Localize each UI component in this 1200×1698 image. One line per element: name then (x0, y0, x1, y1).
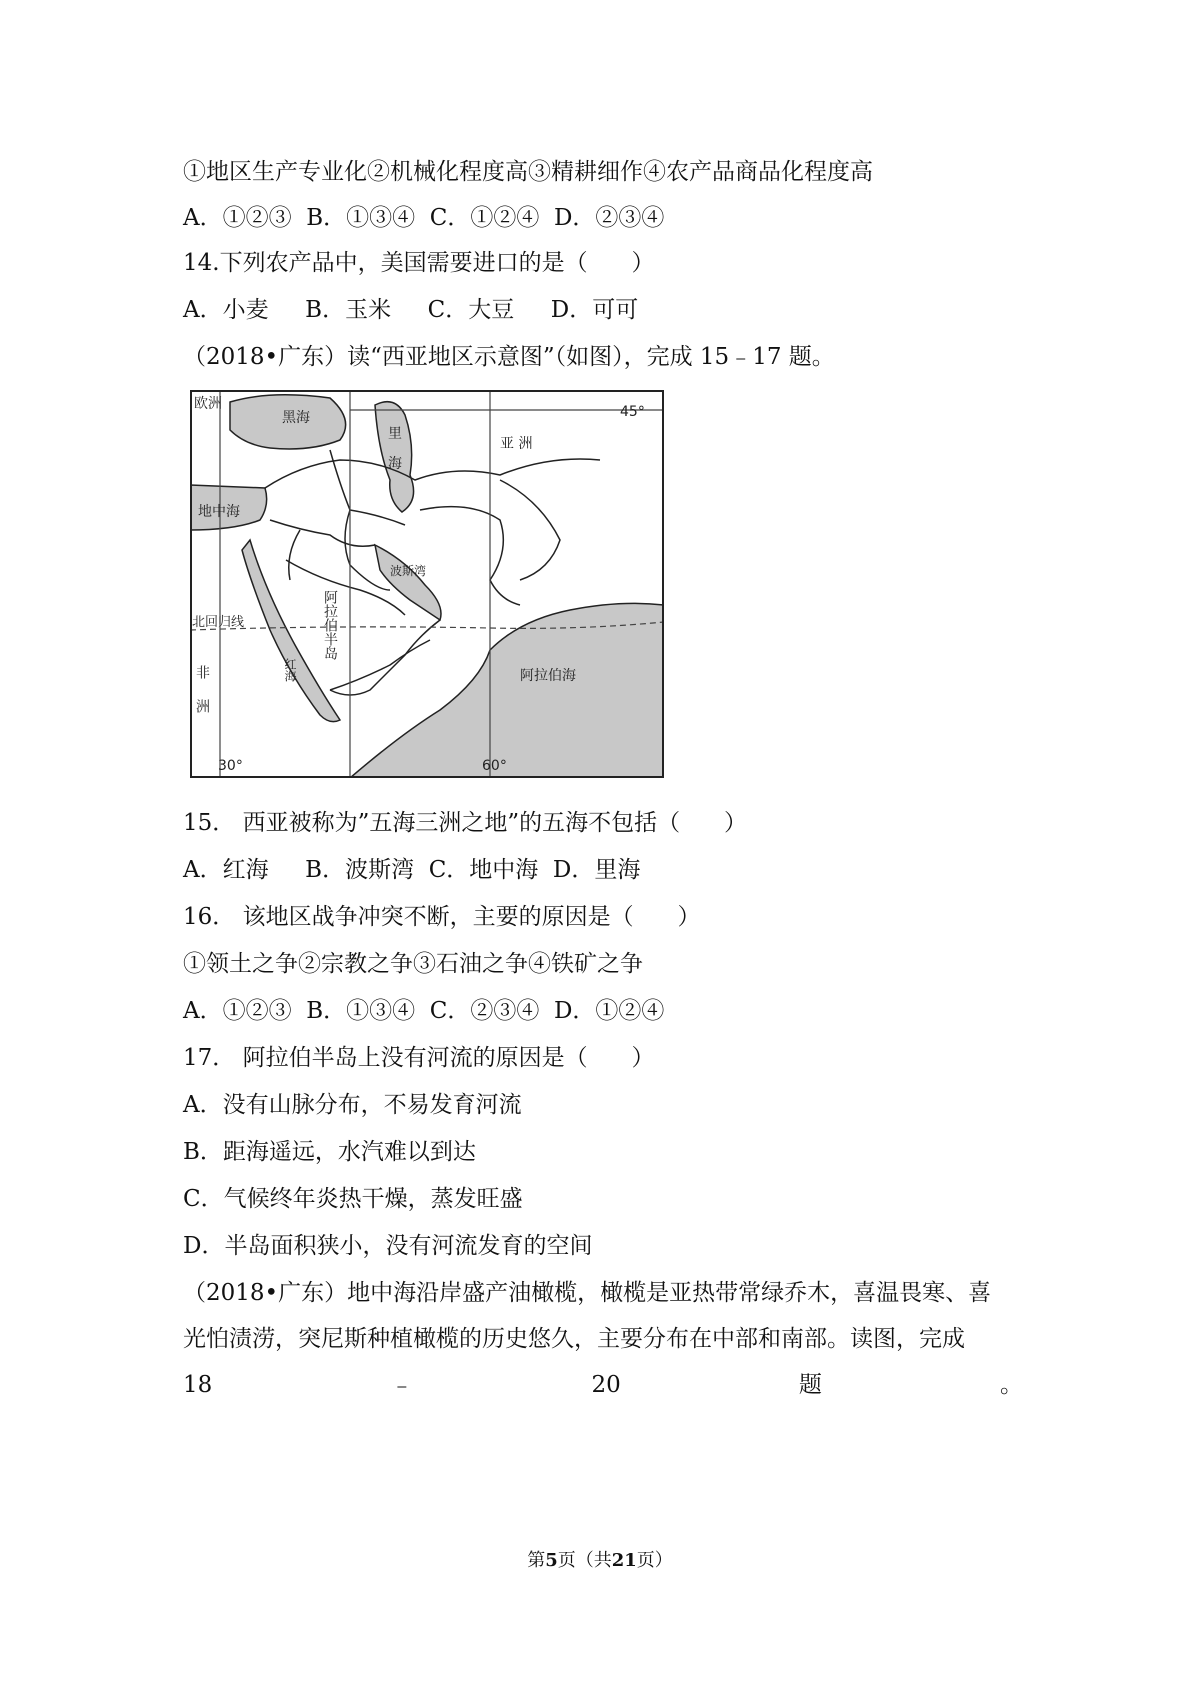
map-label-tropic: 北回归线 (192, 615, 245, 630)
map-label-red-sea: 红海 (283, 658, 297, 682)
map-label-mediterranean: 地中海 (198, 504, 240, 520)
map-label-lon-30: 30° (218, 758, 243, 774)
map-label-arabian-peninsula: 阿拉伯半岛 (322, 590, 338, 660)
page-footer: 第5页（共21页） (527, 1550, 673, 1571)
intro-18-20-line3: 18 ﹣ 20 题 。 (183, 1372, 1023, 1398)
answer-17-b: B．距海遥远，水汽难以到达 (183, 1139, 476, 1165)
intro-18-20-line2: 光怕渍涝，突尼斯种植橄榄的历史悠久，主要分布在中部和南部。读图，完成 (183, 1326, 965, 1352)
west-asia-map (190, 390, 664, 778)
total-pages: 21 (611, 1550, 637, 1571)
map-label-asia: 亚 洲 (500, 436, 533, 452)
answer-options-13-statements: ①地区生产专业化②机械化程度高③精耕细作④农产品商品化程度高 (183, 159, 873, 185)
question-17: 17． 阿拉伯半岛上没有河流的原因是（ ） (183, 1045, 655, 1071)
answer-17-a: A．没有山脉分布，不易发育河流 (183, 1092, 522, 1118)
map-label-lon-60: 60° (482, 758, 507, 774)
intro-18-20-line1: （2018•广东）地中海沿岸盛产油橄榄，橄榄是亚热带常绿乔木，喜温畏寒、喜 (183, 1280, 992, 1306)
answer-options-15: A．红海 B．波斯湾 C．地中海 D．里海 (183, 857, 641, 883)
answer-options-16: A．①②③ B．①③④ C．②③④ D．①②④ (183, 998, 665, 1024)
map-label-caspian-1: 里 (388, 426, 402, 442)
map-label-africa: 非洲 (194, 665, 210, 733)
answer-options-14: A．小麦 B．玉米 C．大豆 D．可可 (183, 297, 639, 323)
map-label-persian-gulf: 波斯湾 (390, 564, 427, 578)
map-label-europe: 欧洲 (194, 396, 222, 412)
map-label-arabian-sea: 阿拉伯海 (520, 668, 576, 684)
map-label-lat-45: 45° (620, 404, 645, 420)
question-14: 14.下列农产品中，美国需要进口的是（ ） (183, 250, 655, 276)
answer-17-c: C．气候终年炎热干燥，蒸发旺盛 (183, 1186, 523, 1212)
map-label-black-sea: 黑海 (282, 410, 310, 426)
question-16-statements: ①领土之争②宗教之争③石油之争④铁矿之争 (183, 951, 643, 977)
answer-options-13: A．①②③ B．①③④ C．①②④ D．②③④ (183, 205, 665, 231)
map-label-caspian-2: 海 (388, 456, 402, 472)
question-16: 16． 该地区战争冲突不断，主要的原因是（ ） (183, 904, 701, 930)
intro-15-17: （2018•广东）读“西亚地区示意图”（如图），完成 15﹣17 题。 (183, 344, 835, 370)
question-15: 15． 西亚被称为”五海三洲之地”的五海不包括（ ） (183, 810, 747, 836)
answer-17-d: D．半岛面积狭小，没有河流发育的空间 (183, 1233, 593, 1259)
page-number: 5 (545, 1550, 558, 1571)
